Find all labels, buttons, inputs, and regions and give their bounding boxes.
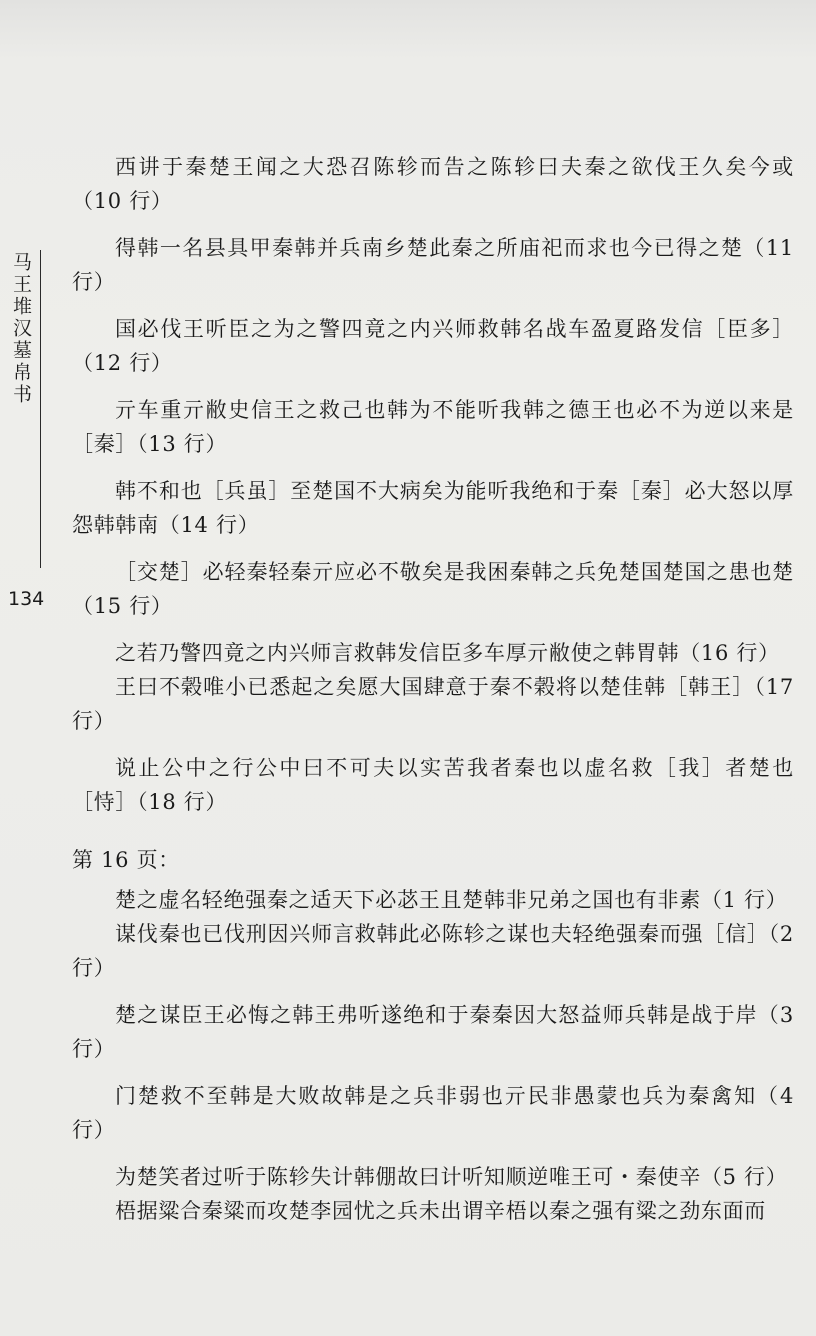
text-paragraph: 楚之谋臣王必悔之韩王弗听遂绝和于秦秦因大怒益师兵韩是战于岸（3 行）: [72, 1003, 794, 1061]
page-sidebar: [0, 230, 60, 630]
text-paragraph: 国必伐王听臣之为之警四竟之内兴师救韩名战车盈夏路发信［臣多］（12 行）: [72, 317, 794, 375]
text-paragraph: 韩不和也［兵虽］至楚国不大病矣为能听我绝和于秦［秦］必大怒以厚怨韩韩南（14 行）: [72, 479, 794, 537]
book-title: 马王堆汉墓帛书: [10, 252, 32, 406]
text-paragraph: 说止公中之行公中曰不可夫以实苦我者秦也以虚名救［我］者楚也［恃］（18 行）: [72, 756, 794, 814]
text-paragraph: 为楚笑者过听于陈轸失计韩倗故曰计听知顺逆唯王可・秦使辛（5 行）: [115, 1165, 788, 1189]
text-paragraph: 梧据粱合秦粱而攻楚李园忧之兵未出谓辛梧以秦之强有粱之劲东面而: [115, 1199, 766, 1223]
text-paragraph: ［交楚］必轻秦轻秦亓应必不敬矣是我困秦韩之兵免楚国楚国之患也楚（15 行）: [72, 560, 794, 618]
text-paragraph: 楚之虚名轻绝强秦之适天下必苾王且楚韩非兄弟之国也有非素（1 行）: [115, 888, 788, 912]
section-heading: 第 16 页：: [72, 848, 180, 872]
main-text: [72, 150, 794, 1228]
text-paragraph: 王曰不榖唯小已悉起之矣愿大国肆意于秦不榖将以楚佳韩［韩王］（17 行）: [72, 675, 794, 733]
text-paragraph: 门楚救不至韩是大败故韩是之兵非弱也亓民非愚蒙也兵为秦禽知（4 行）: [72, 1084, 794, 1142]
page-number: 134: [8, 588, 45, 610]
text-paragraph: 得韩一名县具甲秦韩并兵南乡楚此秦之所庙祀而求也今已得之楚（11 行）: [72, 236, 794, 294]
sidebar-rule: [40, 250, 41, 568]
text-paragraph: 之若乃警四竟之内兴师言救韩发信臣多车厚亓敝使之韩胃韩（16 行）: [115, 641, 780, 665]
text-paragraph: 谋伐秦也已伐刑因兴师言救韩此必陈轸之谋也夫轻绝强秦而强［信］（2 行）: [72, 922, 794, 980]
text-paragraph: 亓车重亓敝史信王之救己也韩为不能听我韩之德王也必不为逆以来是［秦］（13 行）: [72, 398, 794, 456]
text-paragraph: 西讲于秦楚王闻之大恐召陈轸而告之陈轸曰夫秦之欲伐王久矣今或（10 行）: [72, 155, 794, 213]
